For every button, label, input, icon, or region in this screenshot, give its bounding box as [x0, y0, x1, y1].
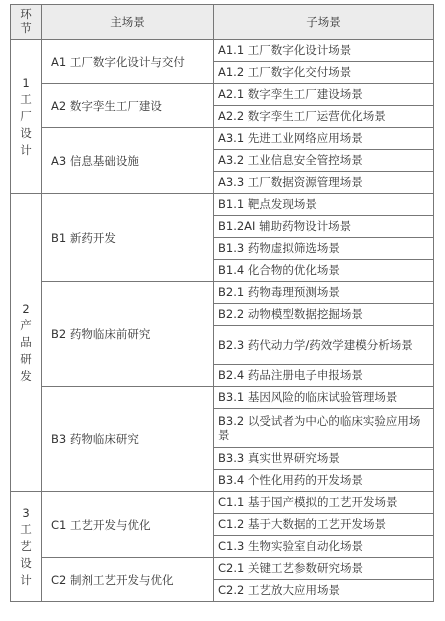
sub-scene-cell: B1.3 药物虚拟筛选场景: [214, 238, 434, 260]
sub-scene-cell: C2.2 工艺放大应用场景: [214, 580, 434, 602]
sub-scene-cell: B1.2AI 辅助药物设计场景: [214, 216, 434, 238]
stage-label-char: 发: [20, 368, 32, 383]
sub-scene-cell: B3.3 真实世界研究场景: [214, 448, 434, 470]
sub-scene-cell: C2.1 关键工艺参数研究场景: [214, 558, 434, 580]
sub-scene-cell: A2.2 数字孪生工厂运营优化场景: [214, 106, 434, 128]
main-scene-cell: B1 新药开发: [42, 194, 214, 282]
sub-scene-cell: A1.2 工厂数字化交付场景: [214, 62, 434, 84]
stage-label-char: 2: [22, 301, 30, 316]
table-row: [11, 194, 434, 216]
sub-scene-cell: C1.2 基于大数据的工艺开发场景: [214, 514, 434, 536]
table-row: [11, 492, 434, 514]
stage-cell: [11, 194, 42, 492]
main-scene-cell: A3 信息基础设施: [42, 128, 214, 194]
sub-scene-cell: B3.4 个性化用药的开发场景: [214, 470, 434, 492]
stage-cell: [11, 40, 42, 194]
stage-label-char: 设: [20, 555, 32, 570]
table-row: [11, 40, 434, 62]
sub-scene-cell: B2.1 药物毒理预测场景: [214, 282, 434, 304]
main-scene-cell: C2 制剂工艺开发与优化: [42, 558, 214, 602]
sub-scene-cell: A3.3 工厂数据资源管理场景: [214, 172, 434, 194]
main-scene-cell: A2 数字孪生工厂建设: [42, 84, 214, 128]
sub-scene-cell: B2.4 药品注册电子申报场景: [214, 365, 434, 387]
stage-label-char: 设: [20, 125, 32, 140]
header-stage: [11, 5, 42, 40]
sub-scene-cell: B1.4 化合物的优化场景: [214, 260, 434, 282]
table-row: [11, 282, 434, 304]
table-row: [11, 387, 434, 409]
table-body: [11, 40, 434, 602]
sub-scene-cell: A1.1 工厂数字化设计场景: [214, 40, 434, 62]
stage-label-char: 品: [20, 335, 32, 350]
stage-label-char: 计: [20, 142, 32, 157]
sub-scene-cell: B2.2 动物模型数据挖掘场景: [214, 304, 434, 326]
sub-scene-cell: A3.1 先进工业网络应用场景: [214, 128, 434, 150]
sub-scene-cell: C1.1 基于国产模拟的工艺开发场景: [214, 492, 434, 514]
stage-label-char: 计: [20, 572, 32, 587]
table-row: [11, 128, 434, 150]
sub-scene-cell: C1.3 生物实验室自动化场景: [214, 536, 434, 558]
header-sub-scene: 子场景: [214, 5, 434, 40]
stage-label-char: 工: [20, 92, 32, 107]
sub-scene-cell: B3.2 以受试者为中心的临床实验应用场景: [214, 409, 434, 448]
sub-scene-cell: A3.2 工业信息安全管控场景: [214, 150, 434, 172]
main-scene-cell: B3 药物临床研究: [42, 387, 214, 492]
stage-cell: [11, 492, 42, 602]
header-main-scene: 主场景: [42, 5, 214, 40]
stage-label-char: 研: [20, 351, 32, 366]
stage-label-char: 1: [22, 75, 30, 90]
sub-scene-cell: B3.1 基因风险的临床试验管理场景: [214, 387, 434, 409]
stage-label-char: 3: [22, 505, 30, 520]
sub-scene-cell: B1.1 靶点发现场景: [214, 194, 434, 216]
header-stage-text: 环 节: [20, 7, 32, 35]
scenario-table: [10, 4, 434, 602]
main-scene-cell: A1 工厂数字化设计与交付: [42, 40, 214, 84]
table-row: [11, 84, 434, 106]
main-scene-cell: B2 药物临床前研究: [42, 282, 214, 387]
stage-label-char: 工: [20, 522, 32, 537]
stage-label-char: 厂: [20, 109, 32, 124]
sub-scene-cell: A2.1 数字孪生工厂建设场景: [214, 84, 434, 106]
main-scene-cell: C1 工艺开发与优化: [42, 492, 214, 558]
stage-label-char: 艺: [20, 539, 32, 554]
table-row: [11, 558, 434, 580]
sub-scene-cell: B2.3 药代动力学/药效学建模分析场景: [214, 326, 434, 365]
stage-label-char: 产: [20, 318, 32, 333]
